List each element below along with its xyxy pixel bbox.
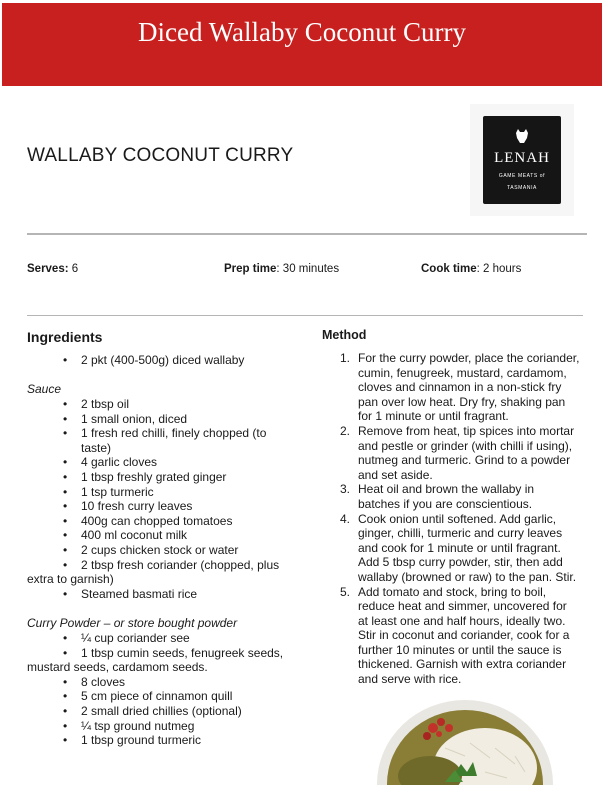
list-item-text: 1 fresh red chilli, finely chopped (to — [81, 426, 267, 441]
list-item: • 8 cloves — [27, 675, 283, 690]
divider — [27, 315, 583, 316]
main-ingredient-list — [27, 353, 244, 368]
list-item: • 10 fresh curry leaves — [27, 499, 279, 514]
step-text: and set aside. — [358, 467, 433, 482]
step-text: Stir in coconut and coriander, cook for a — [358, 628, 570, 643]
step-text: For the curry powder, place the coriander, — [358, 351, 580, 365]
sauce-ingredient-list — [27, 397, 279, 601]
list-item-text: • 1 tbsp cumin seeds, fenugreek seeds, — [81, 645, 284, 660]
logo-name: LENAH — [494, 150, 550, 166]
list-item: • 4 garlic cloves — [27, 455, 279, 470]
step-text: Cook onion until softened. Add garlic, — [358, 511, 557, 526]
step-text: cloves and cinnamon in a non-stick fry — [358, 380, 562, 395]
curry-powder-heading: Curry Powder – or store bought powder — [27, 616, 238, 630]
list-item: • 5 cm piece of cinnamon quill — [27, 689, 283, 704]
recipe-title: WALLABY COCONUT CURRY — [27, 145, 294, 166]
cook-time-value: : 2 hours — [476, 263, 522, 275]
serves-value: 6 — [68, 263, 79, 275]
step-text: and serve with rice. — [358, 672, 462, 687]
list-item: • 2 cups chicken stock or water — [27, 543, 279, 558]
list-item: • 2 pkt (400-500g) diced wallaby — [27, 353, 244, 368]
step-number: 4. — [340, 511, 351, 526]
list-item: • Steamed basmati rice — [27, 587, 279, 602]
lenah-logo — [470, 104, 574, 216]
list-item-text: • 2 tbsp fresh coriander (chopped, plus — [81, 557, 280, 572]
step-text: thickened. Garnish with extra coriander — [358, 657, 567, 672]
list-item-text: extra to garnish) — [27, 572, 114, 587]
curry-dish-photo — [375, 698, 555, 785]
list-item: • ¼ cup coriander see — [27, 631, 283, 646]
list-item — [27, 426, 279, 455]
cook-time-label: Cook time — [421, 263, 477, 275]
step-text: wallaby (browned or raw) to the pan. Stir. — [358, 569, 577, 584]
list-item — [27, 558, 279, 587]
list-item: • ¼ tsp ground nutmeg — [27, 719, 283, 734]
prep-time-label: Prep time — [224, 263, 277, 275]
step-text: Remove from heat, tip spices into mortar — [358, 423, 575, 438]
step-text: Add tomato and stock, bring to boil, — [358, 584, 547, 599]
serves-label: Serves: — [27, 263, 69, 275]
method-step — [322, 512, 584, 585]
step-text: nutmeg and turmeric. Grind to a powder — [358, 453, 571, 468]
list-item: • 1 small onion, diced — [27, 412, 279, 427]
step-text: and pestle or grinder (with chilli if using), — [358, 438, 573, 453]
banner-title: Diced Wallaby Coconut Curry — [137, 17, 466, 47]
sauce-heading: Sauce — [27, 382, 62, 396]
ingredients-heading: Ingredients — [27, 329, 103, 345]
method-step — [322, 585, 584, 687]
logo-tagline: GAME MEATS of — [498, 173, 546, 179]
step-text: at least one and half hours, ideally two. — [358, 613, 566, 628]
step-number: 1. — [340, 351, 351, 365]
step-text: Add 5 tbsp curry powder, stir, then add — [358, 555, 563, 570]
list-item: • 2 tbsp oil — [27, 397, 279, 412]
step-text: cumin, fenugreek, mustard, cardamom, — [358, 365, 567, 380]
logo-tagline-2: TASMANIA — [507, 185, 537, 191]
step-text: ginger, chilli, turmeric and curry leaves — [358, 526, 563, 541]
curry-powder-list — [27, 631, 283, 748]
step-text: and cook for 1 minute or until fragrant. — [358, 540, 561, 555]
method-step — [322, 424, 584, 482]
list-item — [27, 646, 283, 675]
title-banner — [2, 3, 602, 86]
method-step — [322, 482, 584, 511]
step-number: 5. — [340, 584, 351, 599]
step-text: batches if you are conscientious. — [358, 496, 533, 511]
step-text: further 10 minutes or until the sauce is — [358, 642, 562, 657]
devil-icon — [513, 128, 531, 144]
list-item-text: taste) — [81, 440, 112, 455]
method-steps — [322, 351, 584, 687]
list-item-text: mustard seeds, cardamom seeds. — [27, 660, 208, 675]
divider — [27, 233, 587, 235]
list-item: • 1 tbsp ground turmeric — [27, 733, 283, 748]
list-item: • 1 tbsp freshly grated ginger — [27, 470, 279, 485]
step-text: pan over low heat. Dry fry, shaking pan — [358, 394, 566, 409]
list-item: • 400 ml coconut milk — [27, 528, 279, 543]
cook-time-info — [421, 263, 521, 275]
step-text: Heat oil and brown the wallaby in — [358, 482, 535, 497]
serves-info — [27, 263, 78, 275]
method-heading: Method — [322, 328, 367, 342]
step-text: for 1 minute or until fragrant. — [358, 409, 509, 424]
prep-time-info — [224, 263, 339, 275]
list-item: • 400g can chopped tomatoes — [27, 514, 279, 529]
method-step — [322, 351, 584, 424]
list-item: • 2 small dried chillies (optional) — [27, 704, 283, 719]
prep-time-value: : 30 minutes — [276, 263, 340, 275]
step-number: 3. — [340, 482, 351, 497]
list-item: • 1 tsp turmeric — [27, 485, 279, 500]
step-text: reduce heat and simmer, uncovered for — [358, 599, 567, 614]
logo-badge — [483, 116, 561, 204]
step-number: 2. — [340, 423, 351, 438]
